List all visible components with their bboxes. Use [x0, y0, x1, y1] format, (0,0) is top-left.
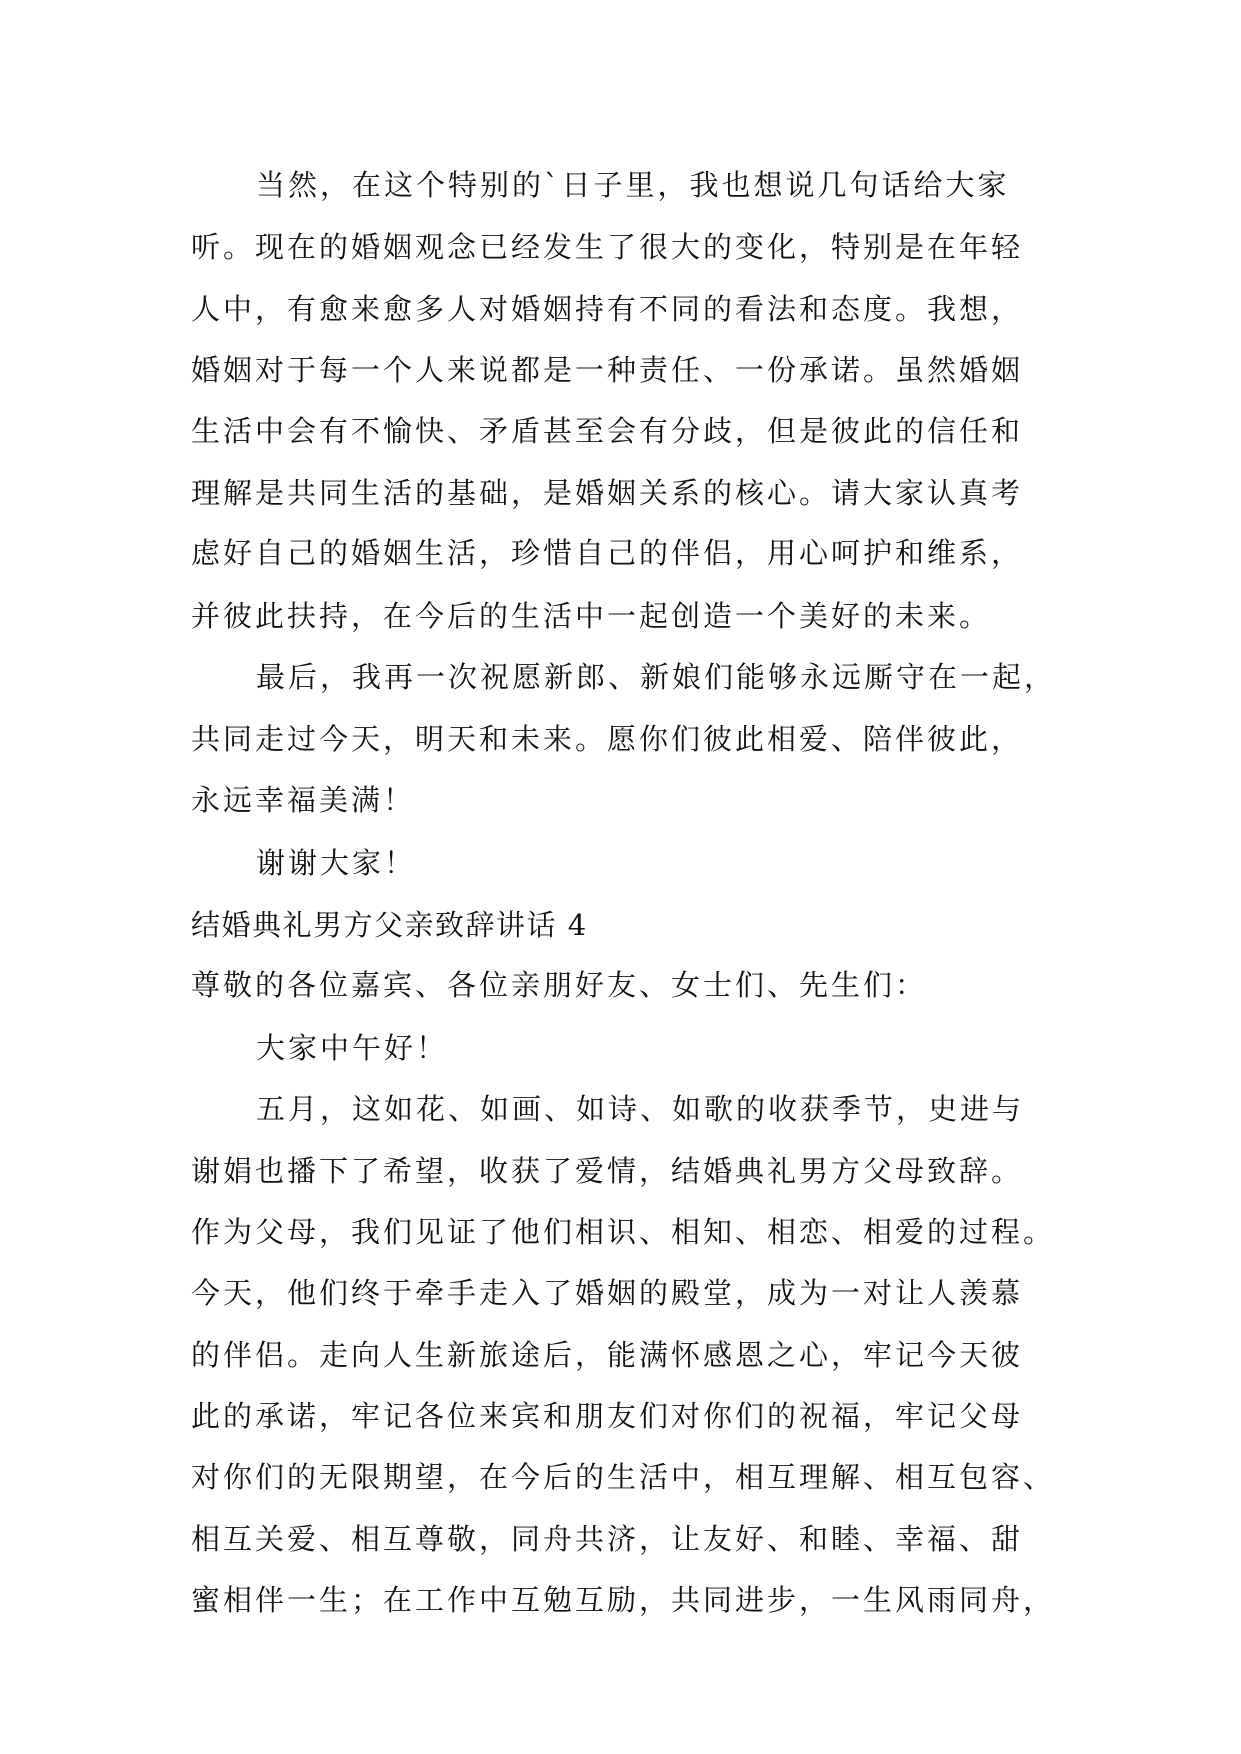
paragraph-line: 婚姻对于每一个人来说都是一种责任、一份承诺。虽然婚姻: [191, 353, 1024, 387]
paragraph-line: 共同走过今天，明天和未来。愿你们彼此相爱、陪伴彼此，: [191, 722, 1024, 756]
paragraph-line: 生活中会有不愉快、矛盾甚至会有分歧，但是彼此的信任和: [191, 414, 1024, 448]
paragraph-line: 虑好自己的婚姻生活，珍惜自己的伴侣，用心呵护和维系，: [191, 536, 1024, 570]
paragraph-line: 五月，这如花、如画、如诗、如歌的收获季节，史进与: [256, 1092, 1025, 1126]
paragraph-line: 此的承诺，牢记各位来宾和朋友们对你们的祝福，牢记父母: [191, 1399, 1024, 1433]
paragraph-line: 今天，他们终于牵手走入了婚姻的殿堂，成为一对让人羡慕: [191, 1276, 1024, 1310]
paragraph-line: 听。现在的婚姻观念已经发生了很大的变化，特别是在年轻: [191, 230, 1024, 264]
paragraph-line: 永远幸福美满！: [191, 783, 416, 817]
paragraph-line: 人中，有愈来愈多人对婚姻持有不同的看法和态度。我想，: [191, 292, 1024, 326]
paragraph-line: 当然，在这个特别的`日子里，我也想说几句话给大家: [256, 168, 1010, 202]
greeting-line: 大家中午好！: [256, 1031, 449, 1065]
salutation-line: 尊敬的各位嘉宾、各位亲朋好友、女士们、先生们：: [191, 968, 928, 1002]
paragraph-line: 相互关爱、相互尊敬，同舟共济，让友好、和睦、幸福、甜: [191, 1522, 1024, 1556]
paragraph-line: 并彼此扶持，在今后的生活中一起创造一个美好的未来。: [191, 599, 992, 633]
paragraph-line: 最后，我再一次祝愿新郎、新娘们能够永远厮守在一起，: [256, 660, 1057, 694]
paragraph-line: 理解是共同生活的基础，是婚姻关系的核心。请大家认真考: [191, 476, 1024, 510]
paragraph-line: 蜜相伴一生；在工作中互勉互励，共同进步，一生风雨同舟，: [191, 1583, 1056, 1617]
paragraph-line: 对你们的无限期望，在今后的生活中，相互理解、相互包容、: [191, 1460, 1056, 1494]
paragraph-line: 谢谢大家！: [256, 846, 417, 880]
paragraph-line: 的伴侣。走向人生新旅途后，能满怀感恩之心，牢记今天彼: [191, 1338, 1024, 1372]
paragraph-line: 谢娟也播下了希望，收获了爱情，结婚典礼男方父母致辞。: [191, 1154, 1024, 1188]
paragraph-line: 作为父母，我们见证了他们相识、相知、相恋、相爱的过程。: [191, 1215, 1056, 1249]
section-heading: 结婚典礼男方父亲致辞讲话 4: [191, 908, 588, 942]
